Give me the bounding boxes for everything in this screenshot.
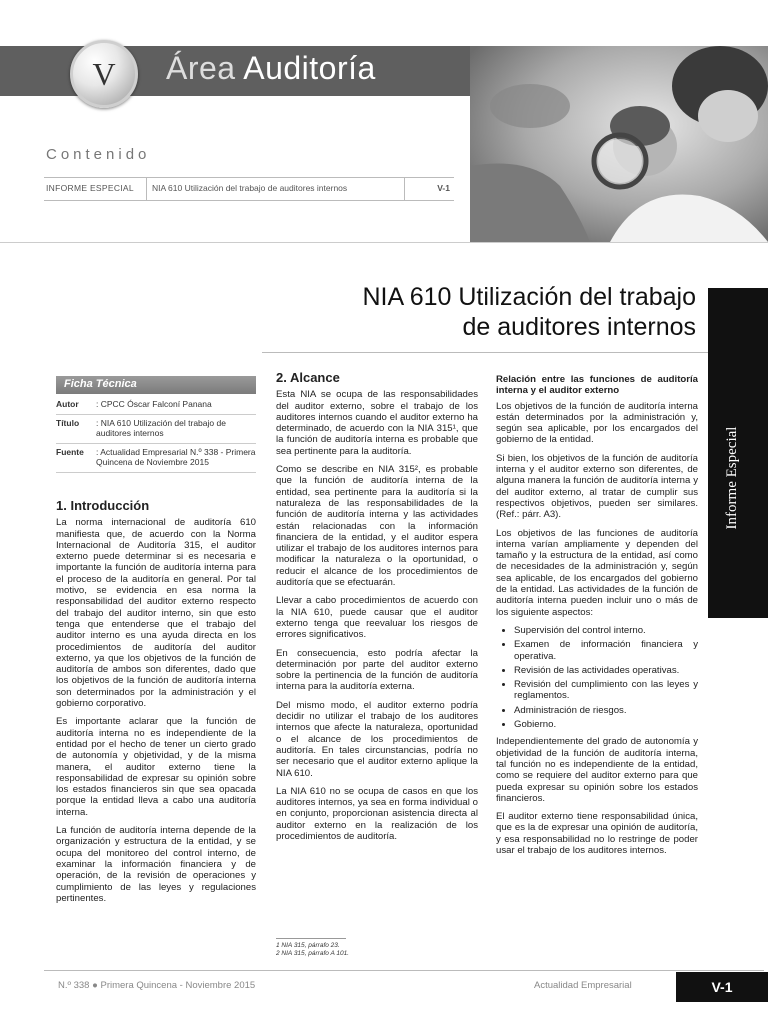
article-title: NIA 610 Utilización del trabajo de auditores internos (362, 283, 696, 341)
paragraph: Como se describe en NIA 315², es probable que la función de auditoría interna de la entidad, sea pertinente para la auditoría si la naturaleza de las responsabilidades de la función de auditoría interna y las actividades están relacionadas con la información financiera de la entidad, y el auditor espera utilizar el trabajo de los auditores internos para modificar la naturaleza o la oportunidad, o reducir el alcance de los procedimientos de auditoría que se efectuarán. (276, 464, 478, 589)
paragraph: Los objetivos de las funciones de auditoría interna varían ampliamente y dependen del tamaño y la estructura de la entidad, así como de necesidades de la administración y, según sea aplicable, de los encargados del gobierno de la entidad. Las actividades de la función de auditoría interna pueden incluir uno o más de los siguiente aspectos: (496, 527, 698, 618)
list-item: • Gobierno. (514, 719, 698, 730)
toc-page: V-1 (437, 183, 450, 193)
heading-relacion: Relación entre las funciones de auditoría interna y el auditor externo (496, 374, 698, 397)
paragraph: La función de auditoría interna depende de la organización y estructura de la entidad, y se ocupa del monitoreo del control interno, de examinar la información financiera y de operación, de la revisión de operaciones y cumplimiento de las leyes y regulaciones pertinentes. (56, 825, 256, 904)
section-badge: V (70, 40, 138, 108)
ficha-row-fuente: Fuente : Actualidad Empresarial N.º 338 - Primera Quincena de Noviembre 2015 (56, 444, 256, 473)
column-3 (496, 374, 698, 863)
footer-issue: N.º 338 ● Primera Quincena - Noviembre 2015 (58, 980, 256, 991)
paragraph: Si bien, los objetivos de la función de auditoría interna y el auditor externo son diferentes, de alguna manera la función de auditoría interna y del auditor externo, al tratar de cumplir sus respectivos objetivos, pueden ser similares. (Ref.: párr. A3). (496, 452, 698, 521)
list-item: • Administración de riesgos. (514, 705, 698, 716)
list-item: • Supervisión del control interno. (514, 625, 698, 636)
footer-publication: Actualidad Empresarial (534, 980, 632, 991)
header-photo (470, 46, 768, 242)
list-item: • Revisión del cumplimiento con las leyes y reglamentos. (514, 679, 698, 702)
paragraph: La norma internacional de auditoría 610 manifiesta que, de acuerdo con la Norma Internacional de Auditoría 315, el auditor externo puede determinar si es necesaria e importante la función de auditoría interna para el proceso de la auditoría en general. Por tal motivo, se evidencia en esa norma la responsabilidad del auditor externo respecto del trabajo del auditor interno, sin que esto tenga que entenderse que el trabajo del auditor interno es una ayuda directa en los procedimientos de auditoría del auditor externo, ya que los objetivos de la función de auditoría de ambos son diferentes, dado que los objetivos de la función de auditoría interna son determinados por la administración y el gobierno corporativo. (56, 517, 256, 710)
ficha-row-autor: Autor : CPCC Óscar Falconí Panana (56, 396, 256, 415)
side-tab: Informe Especial (708, 288, 768, 618)
paragraph: Independientemente del grado de autonomía y objetividad de la función de auditoría interna, tal función no es independiente de la entidad, como se requiere del auditor externo para que pueda expresar su opinión sobre los estados financieros. (496, 736, 698, 804)
toc-section: INFORME ESPECIAL (46, 183, 134, 193)
header-divider (0, 242, 768, 243)
footer-divider (44, 970, 764, 971)
toc-title[interactable]: NIA 610 Utilización del trabajo de auditores internos (152, 183, 348, 193)
column-2 (276, 372, 478, 849)
paragraph: Los objetivos de la función de auditoría interna están determinados por la administración y, según sea aplicable, por los encargados del gobierno de la entidad. (496, 400, 698, 446)
list-item: • Examen de información financiera y operativa. (514, 639, 698, 662)
heading-introduccion: 1. Introducción (56, 498, 150, 513)
footnote-divider (276, 938, 346, 939)
paragraph: Del mismo modo, el auditor externo podría decidir no utilizar el trabajo de los auditores internos que afecte la naturaleza, oportunidad o el alcance de los procedimientos de auditoría. En tales circunstancias, podría no ser necesario que el auditor externo aplique la NIA 610. (276, 699, 478, 779)
page-number: V-1 (676, 972, 768, 1002)
paragraph: La NIA 610 no se ocupa de casos en que los auditores internos, ya sea en forma individual o en conjunto, proporcionan asistencia directa al auditor externo en la realización de los procedimientos de auditoría. (276, 785, 478, 842)
paragraph: Esta NIA se ocupa de las responsabilidades del auditor externo, sobre el trabajo de los auditores internos cuando el auditor externo ha determinado, de acuerdo con la NIA 315¹, que la función de auditoría interna es probable que sea pertinente para la auditoría. (276, 389, 478, 457)
footnote-2: 2 NIA 315, párrafo A 101. (276, 950, 349, 957)
paragraph: Llevar a cabo procedimientos de acuerdo con la NIA 610, puede causar que el auditor externo tenga que reevaluar los riesgos de errores significativos. (276, 595, 478, 641)
area-title: Área Auditoría (166, 50, 376, 86)
column-1 (56, 500, 256, 911)
heading-alcance: 2. Alcance (276, 370, 340, 385)
paragraph: El auditor externo tiene responsabilidad única, que es la de expresar una opinión de auditoría, y esa responsabilidad no lo restringe de poder usar el trabajo de los auditores internos. (496, 811, 698, 856)
footnote-1: 1 NIA 315, párrafo 23. (276, 942, 340, 949)
list-item: • Revisión de las actividades operativas. (514, 665, 698, 676)
title-divider (262, 352, 708, 353)
ficha-row-titulo: Título : NIA 610 Utilización del trabajo de auditores internos (56, 415, 256, 444)
paragraph: En consecuencia, esto podría afectar la determinación por parte del auditor externo sobre la pertinencia de la función de auditoría interna para la auditoría externa. (276, 647, 478, 693)
activities-list (496, 625, 698, 730)
ficha-heading: Ficha Técnica (56, 376, 256, 394)
contents-table (44, 177, 454, 201)
contents-label: Contenido (46, 146, 151, 163)
paragraph: Es importante aclarar que la función de auditoría interna no es independiente de la entidad por el hecho de tener un cierto grado de autonomía y objetividad, y de la misma manera, el auditor externo tiene la responsabilidad de expresar su opinión sobre los estados financieros sin que sea opacada porque la entidad lleva a cabo una auditoría interna. (56, 716, 256, 818)
footnotes (276, 942, 478, 958)
